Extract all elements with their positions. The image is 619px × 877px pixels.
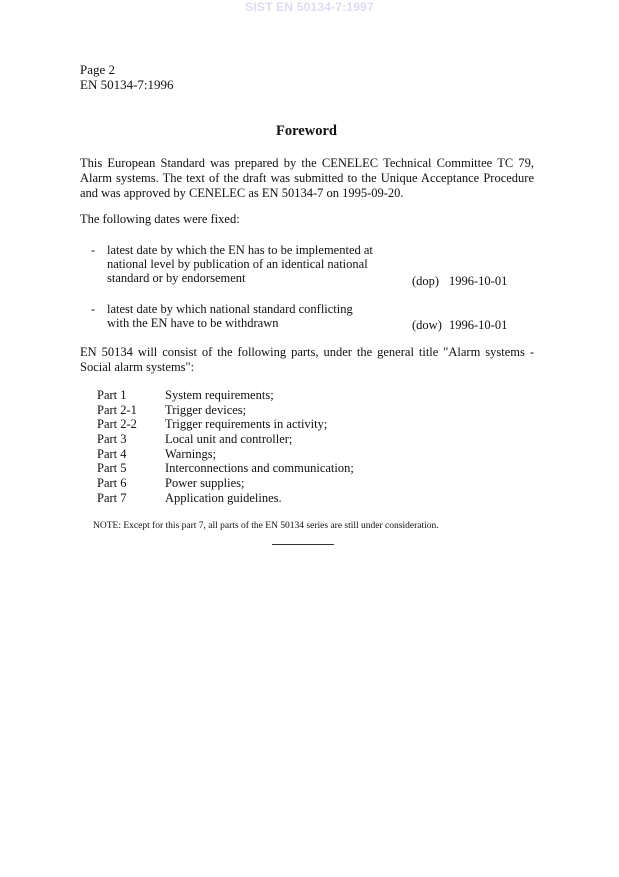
page-title: Foreword — [276, 123, 337, 139]
part-number: Part 1 — [97, 388, 127, 402]
date-description: latest date by which the EN has to be implemented at national level by publication of an identical national standard or by endorsement — [107, 243, 373, 285]
date-abbreviation: (dop) — [412, 274, 440, 288]
note: NOTE: Except for this part 7, all parts of the EN 50134 series are still under consideration. — [93, 521, 439, 531]
end-rule — [272, 544, 334, 545]
date-value: 1996-10-01 — [449, 274, 508, 288]
part-number: Part 3 — [97, 432, 127, 447]
list-dash: - — [91, 302, 96, 316]
part-description: Local unit and controller; — [165, 432, 293, 447]
part-description: Trigger requirements in activity; — [165, 417, 328, 432]
part-number: Part 5 — [97, 461, 127, 476]
list-dash: - — [91, 243, 96, 257]
part-number: Part 2-2 — [97, 417, 137, 432]
part-number: Part 7 — [97, 490, 127, 505]
date-item-dop — [91, 243, 531, 288]
date-item-dow — [91, 302, 531, 334]
date-abbreviation: (dow) — [412, 318, 442, 332]
part-description: Power supplies; — [165, 476, 245, 491]
part-description: Application guidelines. — [165, 490, 282, 505]
part-description: Trigger devices; — [165, 402, 247, 417]
watermark: SIST EN 50134-7:1997 — [245, 0, 374, 14]
date-value: 1996-10-01 — [449, 318, 508, 332]
part-number: Part 4 — [97, 446, 127, 461]
part-description: Warnings; — [165, 446, 217, 461]
part-description: Interconnections and communication; — [165, 461, 354, 476]
dates-intro: The following dates were fixed: — [80, 212, 240, 226]
foreword-paragraph: This European Standard was prepared by the CENELEC Technical Committee TC 79, Alarm systems. The text of the draft was submitted to the Unique Acceptance Procedure and was approved by CENELEC as EN 50134-7 on 1995-09-20. — [80, 156, 534, 200]
part-number: Part 6 — [97, 476, 127, 491]
page-number: Page 2 — [80, 62, 116, 77]
page-header — [80, 62, 174, 92]
part-description: System requirements; — [165, 388, 274, 402]
part-number: Part 2-1 — [97, 402, 137, 417]
standard-id: EN 50134-7:1996 — [80, 77, 174, 92]
date-description: latest date by which national standard conflicting with the EN have to be withdrawn — [107, 302, 353, 330]
parts-intro: EN 50134 will consist of the following parts, under the general title "Alarm systems - Social alarm systems": — [80, 345, 534, 374]
